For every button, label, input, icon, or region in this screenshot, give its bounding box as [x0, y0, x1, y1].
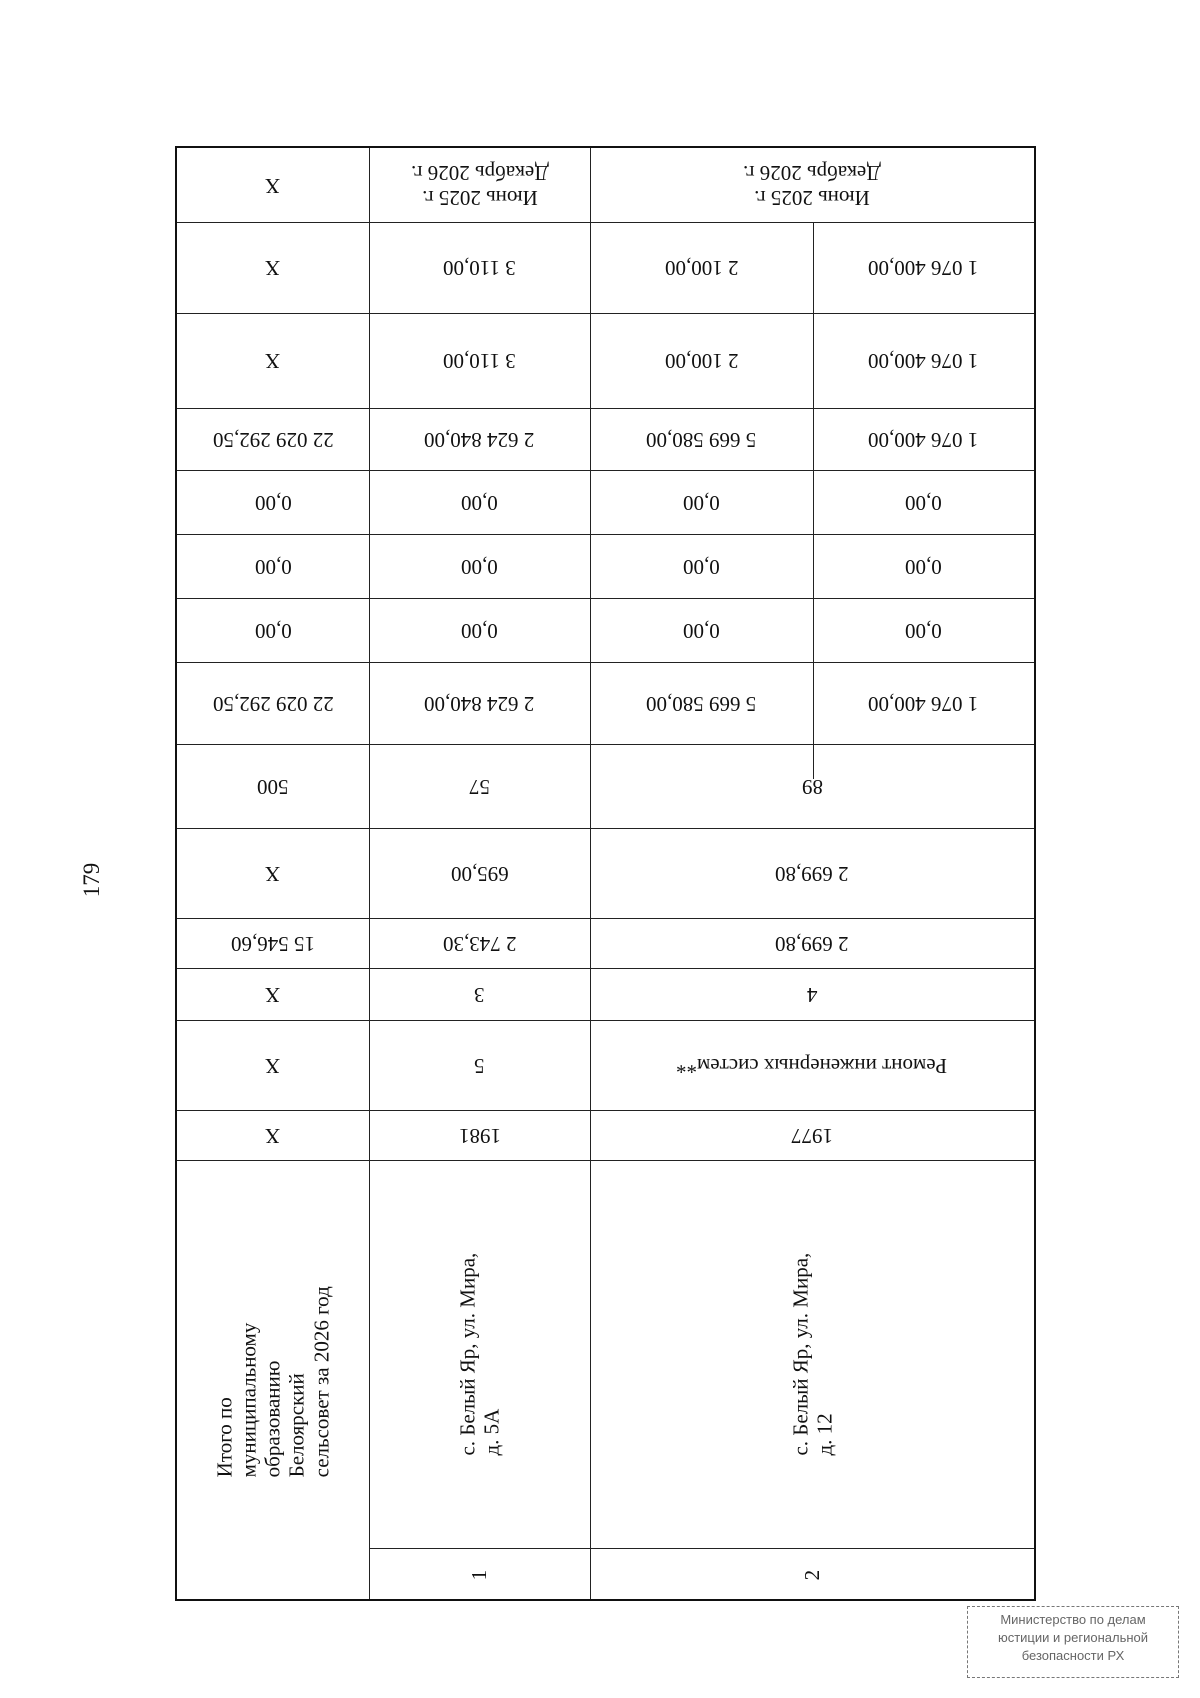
- total-label-cell: Итого по муниципальному образованию Белоярский сельсовет за 2026 год: [212, 1286, 334, 1478]
- row1-v7-cell: 3 110,00: [443, 256, 516, 280]
- row2-v6b-cell: 1 076 400,00: [868, 349, 979, 373]
- row1-v2-cell: 0,00: [461, 618, 498, 643]
- row1-num-cell: 1: [467, 1570, 492, 1581]
- row2-work-type-cell: Ремонт инженерных систем**: [676, 1053, 948, 1078]
- stamp-line-3: безопасности РХ: [1021, 1648, 1125, 1663]
- total-year-cell: X: [265, 1123, 281, 1148]
- total-col-a-cell: X: [265, 1053, 281, 1078]
- total-cost-per-unit-cell: X: [265, 861, 281, 886]
- row2-v4b-cell: 0,00: [905, 490, 942, 515]
- row2-col-b-cell: 4: [806, 982, 818, 1007]
- row1-residents-cell: 57: [469, 774, 490, 799]
- row2-v3b-cell: 0,00: [905, 554, 942, 579]
- row2-v1b-cell: 1 076 400,00: [868, 691, 979, 716]
- row1-area-cell: 2 743,30: [442, 931, 517, 956]
- total-v2-cell: 0,00: [254, 618, 292, 643]
- row2-address-cell: с. Белый Яр, ул. Мира, д. 12: [787, 1252, 836, 1456]
- row1-address-cell: с. Белый Яр, ул. Мира, д. 5А: [455, 1252, 504, 1456]
- total-v4-cell: 0,00: [254, 490, 292, 515]
- row1-cost-per-unit-cell: 695,00: [450, 861, 509, 886]
- row1-col-b-cell: 3: [474, 982, 485, 1007]
- row2-area-cell: 2 699,80: [775, 931, 849, 956]
- row2-period-cell: Июнь 2025 г. Декабрь 2026 г.: [743, 161, 881, 210]
- row1-year-cell: 1981: [458, 1123, 501, 1148]
- row1-period-cell: Июнь 2025 г. Декабрь 2026 г.: [410, 161, 549, 210]
- row2-year-cell: 1977: [791, 1123, 833, 1148]
- row2-v3a-cell: 0,00: [683, 554, 720, 579]
- row2-v6a-cell: 2 100,00: [664, 349, 739, 373]
- row2-v4a-cell: 0,00: [683, 490, 720, 515]
- row1-col-a-cell: 5: [474, 1053, 485, 1078]
- stamp-line-2: юстиции и региональной: [997, 1630, 1149, 1645]
- document-table: [175, 146, 1036, 1601]
- total-residents-cell: 500: [257, 774, 289, 799]
- row2-v1a-cell: 5 669 580,00: [646, 691, 757, 716]
- total-period-cell: X: [265, 173, 281, 198]
- row2-v7a-cell: 2 100,00: [664, 256, 739, 280]
- registration-stamp: [967, 1606, 1179, 1678]
- row2-v2b-cell: 0,00: [905, 618, 942, 643]
- row1-v5-cell: 2 624 840,00: [424, 427, 535, 452]
- row1-v1-cell: 2 624 840,00: [424, 691, 535, 716]
- row1-v6-cell: 3 110,00: [443, 349, 516, 373]
- row1-v4-cell: 0,00: [461, 490, 498, 515]
- stamp-line-1: Министерство по делам: [1000, 1612, 1146, 1627]
- row2-v5a-cell: 5 669 580,00: [646, 427, 757, 452]
- row2-v2a-cell: 0,00: [683, 618, 720, 643]
- row2-v7b-cell: 1 076 400,00: [868, 256, 979, 280]
- total-v7-cell: X: [265, 256, 281, 280]
- total-v5-cell: 22 029 292,50: [212, 427, 334, 452]
- total-col-b-cell: X: [265, 982, 281, 1007]
- row2-residents-cell: 89: [801, 774, 823, 799]
- row2-cost-per-unit-cell: 2 699,80: [775, 861, 849, 886]
- total-area-cell: 15 546,60: [231, 931, 315, 956]
- row2-v5b-cell: 1 076 400,00: [868, 427, 979, 452]
- page-number: 179: [79, 862, 104, 898]
- row1-v3-cell: 0,00: [461, 554, 498, 579]
- total-v6-cell: X: [265, 349, 281, 373]
- total-v1-cell: 22 029 292,50: [212, 691, 334, 716]
- row2-num-cell: 2: [799, 1570, 824, 1581]
- total-v3-cell: 0,00: [254, 554, 292, 579]
